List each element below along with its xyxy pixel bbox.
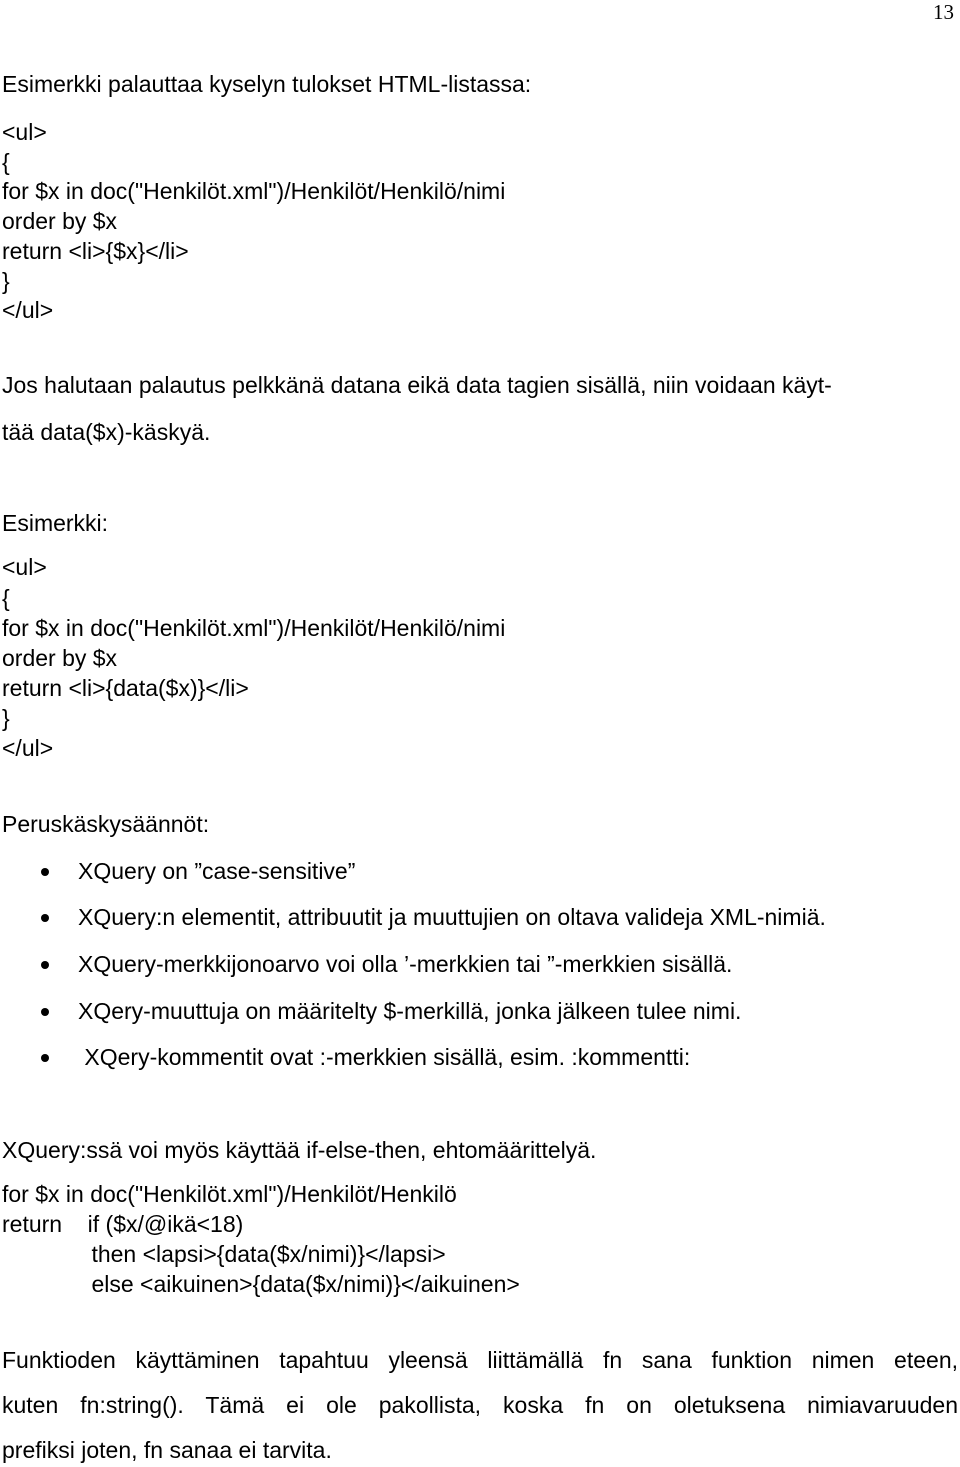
example1-code-line: </ul> bbox=[2, 297, 54, 323]
conditional-code-line: then <lapsi>{data($x/nimi)}</lapsi> bbox=[2, 1241, 446, 1267]
conditional-code-line: return if ($x/@ikä<18) bbox=[2, 1211, 244, 1237]
data-paragraph-line: tää data($x)-käskyä. bbox=[2, 419, 211, 445]
example2-code-line: <ul> bbox=[2, 554, 47, 580]
rules-list-item-text: XQuery on ”case-sensitive” bbox=[78, 858, 356, 884]
example1-code-line: <ul> bbox=[2, 119, 47, 145]
example2-code-line: { bbox=[2, 585, 10, 611]
data-paragraph-line: Jos halutaan palautus pelkkänä datana eikä data tagien sisällä, niin voidaan käyt- bbox=[2, 372, 832, 398]
conditional-intro: XQuery:ssä voi myös käyttää if-else-then, ehtomäärittelyä. bbox=[2, 1137, 597, 1163]
functions-paragraph-line: prefiksi joten, fn sanaa ei tarvita. bbox=[2, 1437, 332, 1463]
bullet-icon bbox=[41, 914, 49, 922]
rules-list-item-text: XQuery:n elementit, attribuutit ja muuttujien on oltava valideja XML-nimiä. bbox=[78, 904, 826, 930]
example1-code-line: } bbox=[2, 268, 10, 294]
example2-code-line: order by $x bbox=[2, 645, 118, 671]
example2-code-line: </ul> bbox=[2, 735, 54, 761]
example2-code-line: for $x in doc("Henkilöt.xml")/Henkilöt/Henkilö/nimi bbox=[2, 615, 506, 641]
page-number: 13 bbox=[933, 0, 954, 24]
conditional-code-line: else <aikuinen>{data($x/nimi)}</aikuinen> bbox=[2, 1271, 520, 1297]
rules-list-item-text: XQery-kommentit ovat :-merkkien sisällä, esim. :kommentti: bbox=[78, 1044, 691, 1070]
rules-list-item-text: XQery-muuttuja on määritelty $-merkillä, jonka jälkeen tulee nimi. bbox=[78, 998, 742, 1024]
example2-code-line: return <li>{data($x)}</li> bbox=[2, 675, 249, 701]
bullet-icon bbox=[41, 1008, 49, 1016]
rules-heading: Peruskäskysäännöt: bbox=[2, 811, 210, 837]
conditional-code-line: for $x in doc("Henkilöt.xml")/Henkilöt/Henkilö bbox=[2, 1181, 457, 1207]
functions-paragraph-line: kuten fn:string(). Tämä ei ole pakollista, koska fn on oletuksena nimiavaruuden bbox=[2, 1392, 958, 1418]
example2-code-line: } bbox=[2, 705, 10, 731]
rules-list-item-text: XQuery-merkkijonoarvo voi olla ’-merkkien tai ”-merkkien sisällä. bbox=[78, 951, 733, 977]
example1-code-line: for $x in doc("Henkilöt.xml")/Henkilöt/Henkilö/nimi bbox=[2, 178, 506, 204]
example1-code-line: order by $x bbox=[2, 208, 118, 234]
example1-code-line: { bbox=[2, 149, 10, 175]
bullet-icon bbox=[41, 868, 49, 876]
bullet-icon bbox=[41, 1054, 49, 1062]
bullet-icon bbox=[41, 961, 49, 969]
example1-code-line: return <li>{$x}</li> bbox=[2, 238, 189, 264]
functions-paragraph-line: Funktioden käyttäminen tapahtuu yleensä liittämällä fn sana funktion nimen eteen, bbox=[2, 1347, 958, 1373]
example2-label: Esimerkki: bbox=[2, 510, 109, 536]
example1-intro: Esimerkki palauttaa kyselyn tulokset HTML-listassa: bbox=[2, 71, 532, 97]
